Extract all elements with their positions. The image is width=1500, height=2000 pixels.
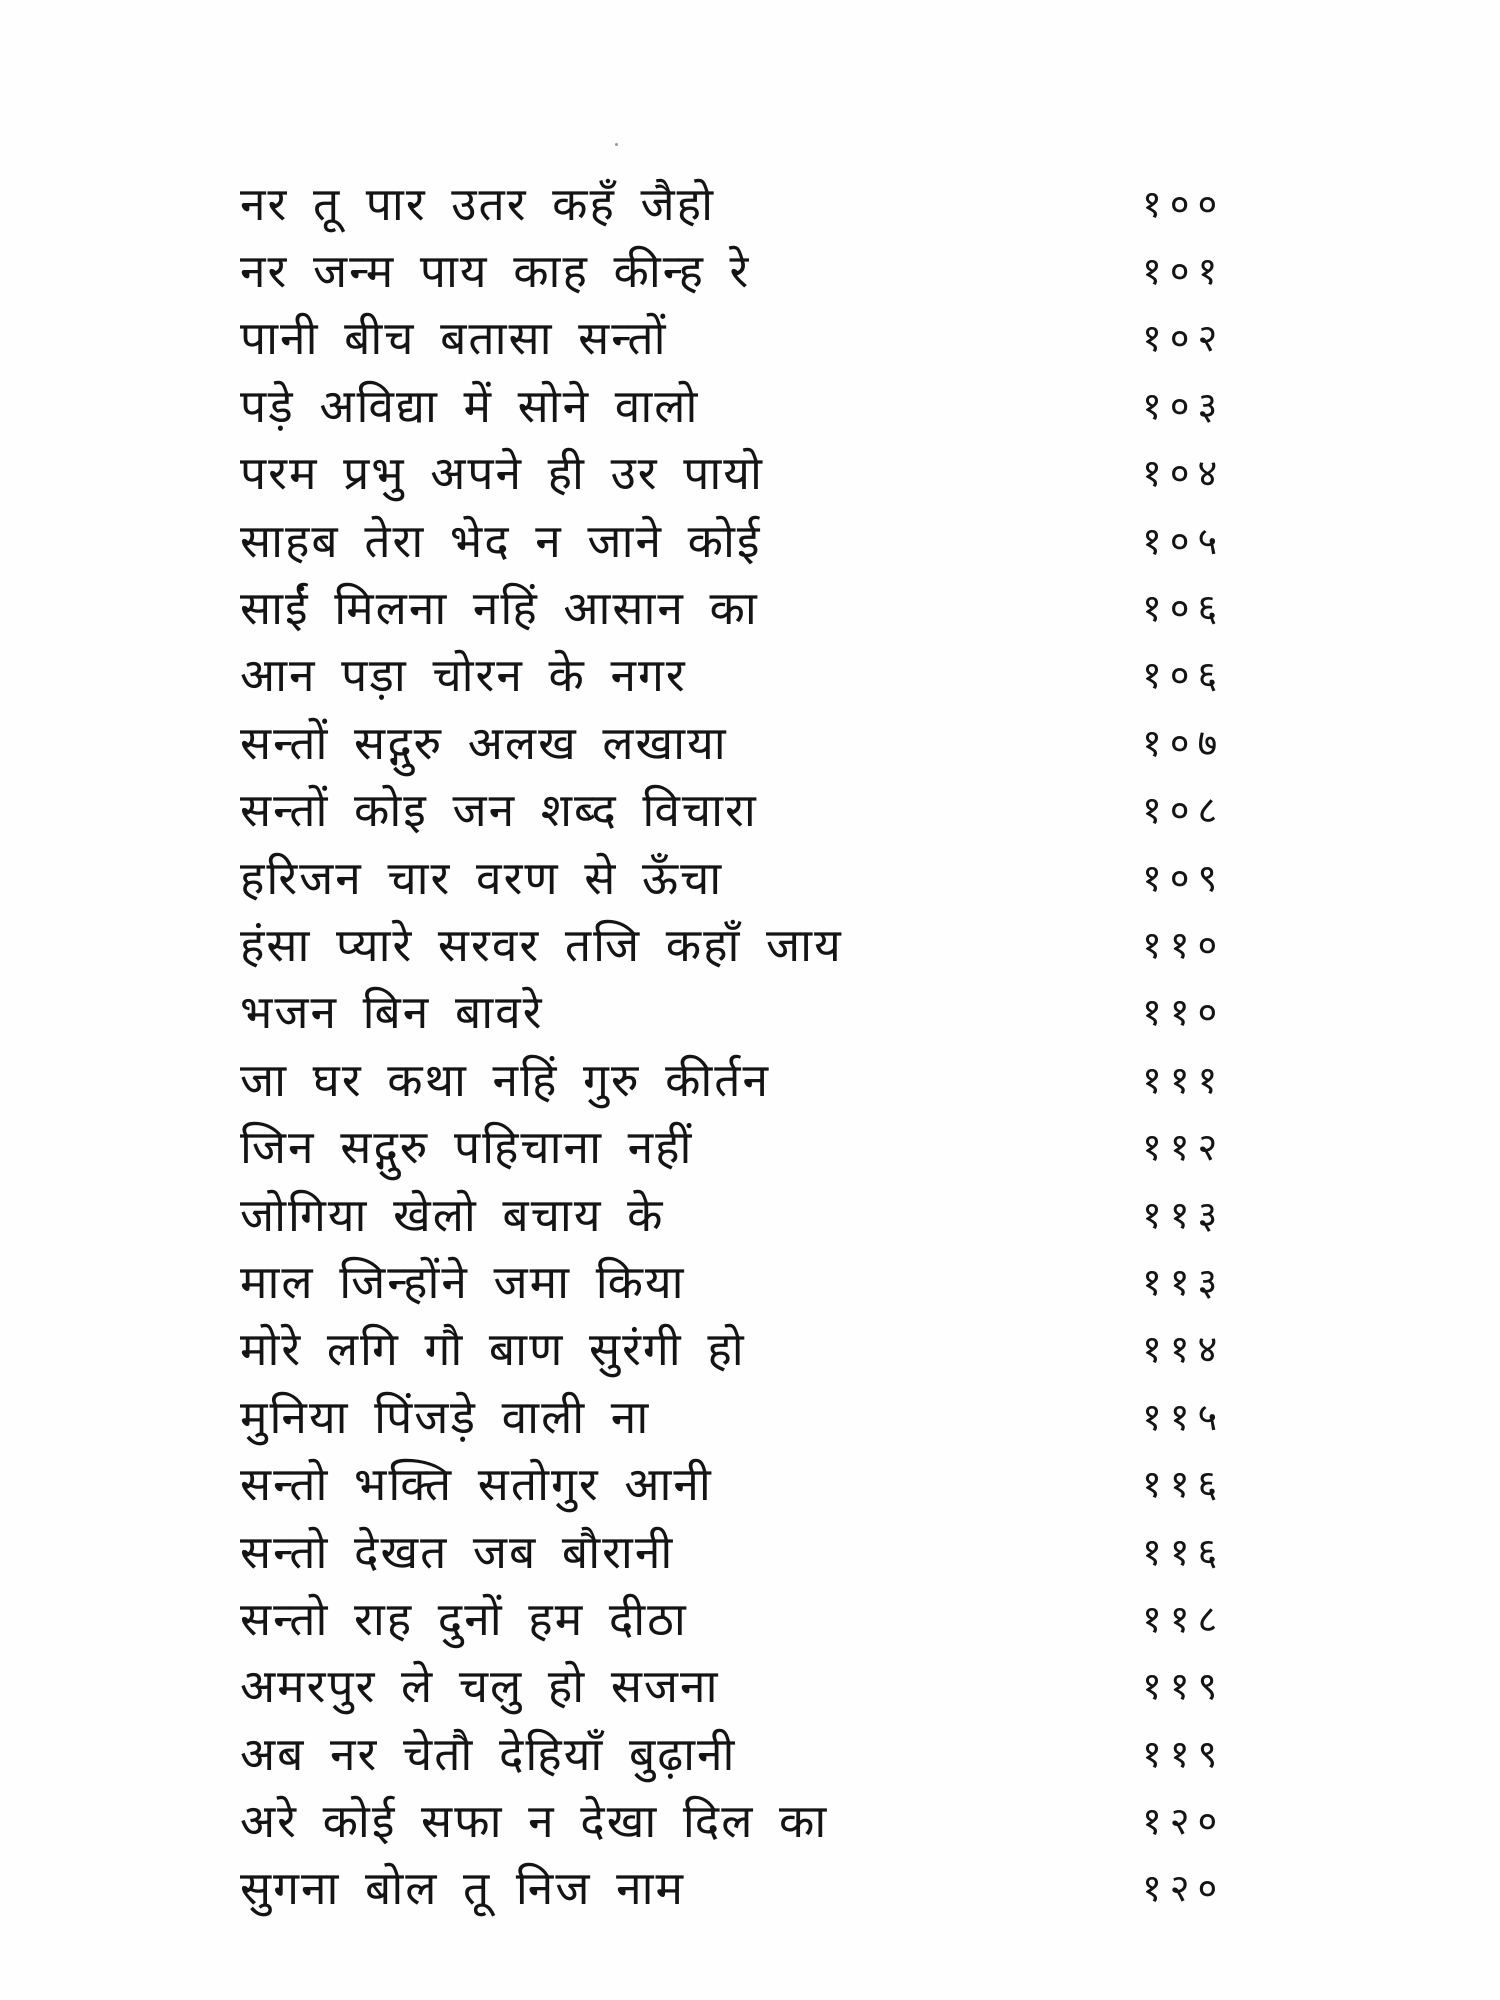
toc-entry xyxy=(240,1787,1280,1854)
toc-entry xyxy=(240,440,1280,507)
table-of-contents xyxy=(240,170,1280,1922)
toc-entry-page-number: १०५ xyxy=(1142,518,1226,563)
toc-entry-title: पानी बीच बतासा सन्तों xyxy=(240,311,668,366)
toc-entry-title: जिन सद्गुरु पहिचाना नहीं xyxy=(240,1120,694,1175)
toc-entry-page-number: १२० xyxy=(1142,1799,1226,1844)
toc-entry-title: साईं मिलना नहिं आसान का xyxy=(240,581,759,636)
toc-entry xyxy=(240,1720,1280,1787)
toc-entry-title: मोरे लगि गौ बाण सुरंगी हो xyxy=(240,1322,746,1377)
toc-entry-title: अब नर चेतौ देहियाँ बुढ़ानी xyxy=(240,1726,737,1781)
toc-entry xyxy=(240,1046,1280,1113)
toc-entry xyxy=(240,1450,1280,1517)
toc-entry xyxy=(240,642,1280,709)
toc-entry-title: जा घर कथा नहिं गुरु कीर्तन xyxy=(240,1052,771,1107)
toc-entry-title: परम प्रभु अपने ही उर पायो xyxy=(240,446,764,501)
toc-entry xyxy=(240,237,1280,304)
toc-entry-title: सन्तो राह दुनों हम दीठा xyxy=(240,1591,688,1646)
toc-entry xyxy=(240,170,1280,237)
toc-entry xyxy=(240,777,1280,844)
toc-entry xyxy=(240,1113,1280,1180)
toc-entry-title: सन्तों कोइ जन शब्द विचारा xyxy=(240,783,758,838)
toc-entry-page-number: १०७ xyxy=(1142,720,1226,765)
toc-entry-page-number: १०२ xyxy=(1142,316,1226,361)
toc-entry xyxy=(240,1653,1280,1720)
toc-entry-title: सन्तो देखत जब बौरानी xyxy=(240,1524,675,1579)
toc-entry xyxy=(240,574,1280,641)
toc-entry-page-number: १०४ xyxy=(1142,451,1226,496)
toc-entry-page-number: ११६ xyxy=(1142,1529,1226,1574)
toc-entry-title: अमरपुर ले चलु हो सजना xyxy=(240,1659,720,1714)
toc-entry-title: भजन बिन बावरे xyxy=(240,985,544,1040)
toc-entry-page-number: ११५ xyxy=(1142,1394,1226,1439)
toc-entry-title: मुनिया पिंजड़े वाली ना xyxy=(240,1389,651,1444)
toc-entry-page-number: १०३ xyxy=(1142,383,1226,428)
toc-entry xyxy=(240,1316,1280,1383)
toc-entry-page-number: ११३ xyxy=(1142,1259,1226,1304)
toc-entry-page-number: ११० xyxy=(1142,990,1226,1035)
toc-entry-page-number: १०१ xyxy=(1142,249,1226,294)
toc-entry xyxy=(240,1181,1280,1248)
toc-entry xyxy=(240,709,1280,776)
toc-entry-title: साहब तेरा भेद न जाने कोई xyxy=(240,513,762,568)
toc-entry-title: हरिजन चार वरण से ऊँचा xyxy=(240,850,724,905)
toc-entry-title: आन पड़ा चोरन के नगर xyxy=(240,648,687,703)
toc-entry xyxy=(240,979,1280,1046)
toc-entry-title: अरे कोई सफा न देखा दिल का xyxy=(240,1794,829,1849)
toc-entry xyxy=(240,911,1280,978)
toc-entry-page-number: १२० xyxy=(1142,1866,1226,1911)
toc-entry-title: सन्तों सद्गुरु अलख लखाया xyxy=(240,715,728,770)
toc-entry xyxy=(240,305,1280,372)
toc-entry xyxy=(240,1585,1280,1652)
toc-entry-title: जोगिया खेलो बचाय के xyxy=(240,1187,665,1242)
toc-entry-page-number: १०० xyxy=(1142,181,1226,226)
toc-entry xyxy=(240,844,1280,911)
toc-entry-page-number: ११४ xyxy=(1142,1327,1226,1372)
page-speck xyxy=(615,143,618,146)
toc-entry-page-number: १०६ xyxy=(1142,586,1226,631)
toc-entry-title: सन्तो भक्ति सतोगुर आनी xyxy=(240,1457,713,1512)
toc-entry-title: नर तू पार उतर कहँ जैहो xyxy=(240,176,715,231)
toc-entry-page-number: ११२ xyxy=(1142,1125,1226,1170)
toc-entry xyxy=(240,507,1280,574)
toc-entry xyxy=(240,1383,1280,1450)
toc-entry xyxy=(240,1518,1280,1585)
toc-entry-page-number: १०९ xyxy=(1142,855,1226,900)
toc-entry-page-number: १११ xyxy=(1142,1057,1226,1102)
toc-entry-title: माल जिन्होंने जमा किया xyxy=(240,1254,686,1309)
toc-entry xyxy=(240,1855,1280,1922)
toc-entry-title: पड़े अविद्या में सोने वालो xyxy=(240,378,700,433)
toc-entry-page-number: ११६ xyxy=(1142,1462,1226,1507)
toc-entry-page-number: ११३ xyxy=(1142,1192,1226,1237)
toc-entry-title: सुगना बोल तू निज नाम xyxy=(240,1861,686,1916)
toc-entry-page-number: ११० xyxy=(1142,922,1226,967)
toc-entry-title: नर जन्म पाय काह कीन्ह रे xyxy=(240,244,751,299)
toc-entry-page-number: १०६ xyxy=(1142,653,1226,698)
toc-entry xyxy=(240,372,1280,439)
toc-entry-page-number: ११९ xyxy=(1142,1664,1226,1709)
toc-entry-title: हंसा प्यारे सरवर तजि कहाँ जाय xyxy=(240,917,843,972)
toc-entry xyxy=(240,1248,1280,1315)
toc-entry-page-number: ११८ xyxy=(1142,1596,1226,1641)
toc-entry-page-number: १०८ xyxy=(1142,788,1226,833)
toc-entry-page-number: ११९ xyxy=(1142,1731,1226,1776)
